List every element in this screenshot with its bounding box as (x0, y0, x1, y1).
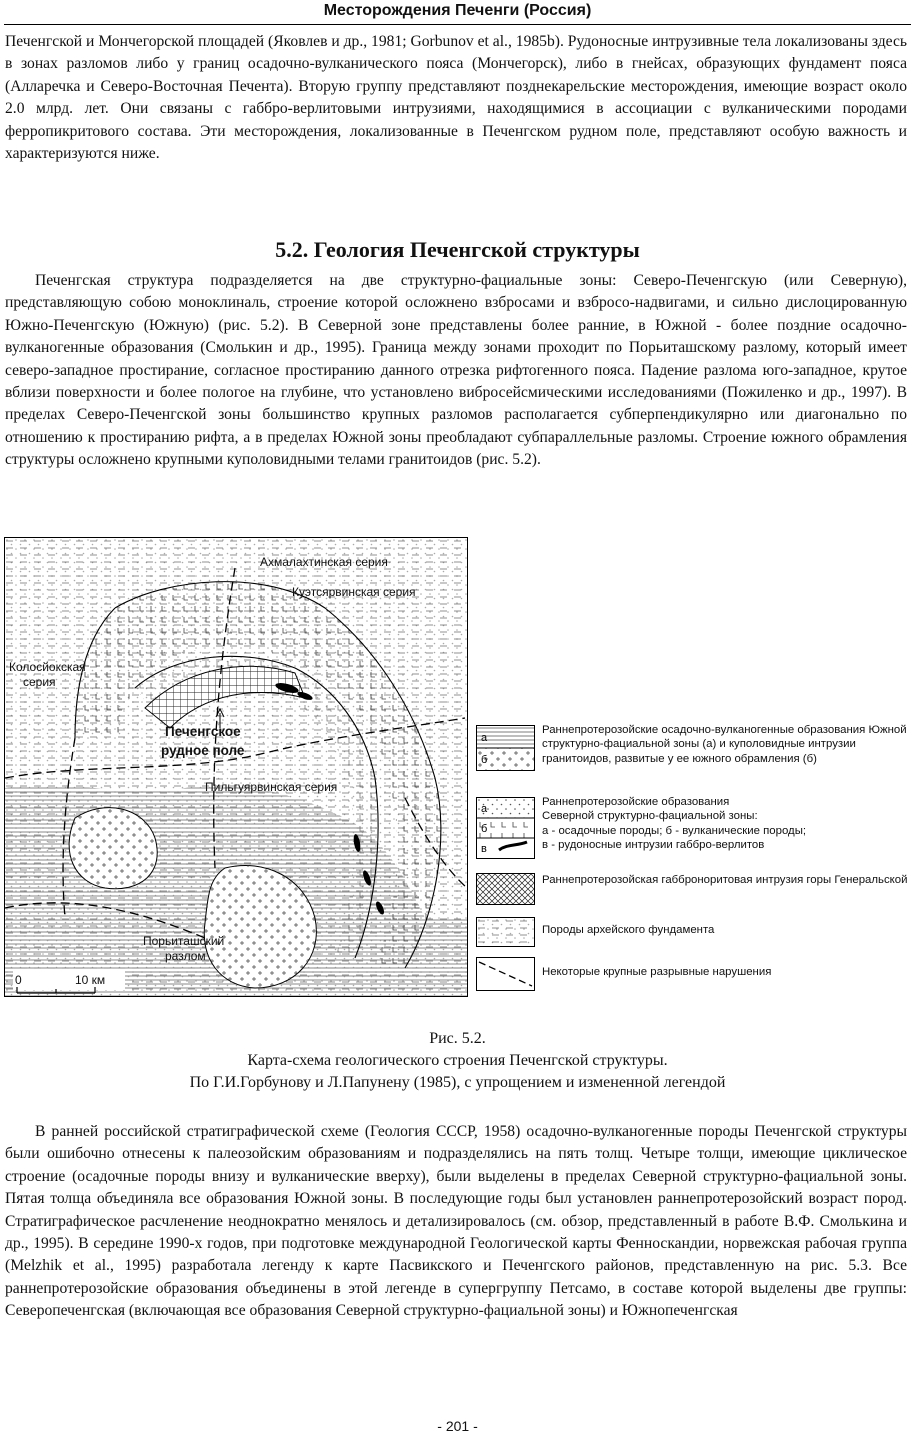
label-poritash-1: Порьиташский (143, 934, 225, 948)
legend-text-north-1: Раннепротерозойские образования (542, 796, 730, 808)
geologic-map (4, 537, 468, 997)
legend-symbol-archean (476, 917, 535, 947)
scale-bar (13, 970, 125, 993)
paragraph-structure: Печенгская структура подразделяется на две структурно-фациальные зоны: Северо-Печенгскую (или Северную), представляющую собою моноклиналь, строение которой осложнено взбросами и взбросо-надвигами, и сильно дислоцированную Южно-Печенгскую (Южную) (рис. 5.2). В Северной зоне представлены более ранние, в Южной - более поздние осадочно-вулканогенные образования (Смолькин и др., 1995). Граница между зонами проходит по Порьиташскому разлому, который имеет северо-западное простирание, согласное простиранию данного отрезка рифтогенного пояса. Падение разлома юго-западное, крутое вблизи поверхности и более пологое на глубине, что установлено вибросейсмическими исследованиями (Пожиленко и др., 1997). В пределах Северо-Печенгской зоны большинство крупных разломов располагается субперпендикулярно или диагонально по отношению к простиранию рифта, а в пределах Южной зоны преобладают субпараллельные разломы. Строение южного обрамления структуры осложнено крупными куполовидными телами гранитоидов (рис. 5.2). (5, 272, 907, 469)
section-title: 5.2. Геология Печенгской структуры (275, 237, 640, 262)
svg-text:а: а (481, 732, 488, 744)
legend-text-archean: Породы архейского фундамента (542, 924, 715, 936)
label-pilguyarvi: Пильгуярвинская серия (205, 780, 338, 794)
legend-item-south-zone (476, 723, 912, 785)
paragraph-intro: Печенгской и Мончегорской площадей (Яковлев и др., 1981; Gorbunov et al., 1985b). Рудоносные интрузивные тела локализованы здесь в зонах разломов либо у границ осадочно-вулканического пояса (Мончегорск), либо в гнейсах, образующих фундамент пояса (Алларечка и Северо-Восточная Печента). Вторую группу представляют позднекарельские месторождения, имеющие возраст около 2.0 млрд. лет. Они связаны с габбро-верлитовыми интрузиями, находящимися в ассоциации с вулканическими породами ферропикритового состава. Эти месторождения, локализованные в Печенгском рудном поле, представляют особую важность и характеризуются ниже. (5, 33, 907, 163)
legend-text-north-2: Северной структурно-фациальной зоны: (542, 810, 758, 823)
legend-item-faults (476, 957, 912, 991)
svg-text:в: в (481, 843, 487, 855)
label-poritash-2: разлом (165, 949, 206, 963)
running-header: Месторождения Печенги (Россия) (323, 2, 592, 19)
legend-item-archean (476, 917, 912, 947)
svg-text:б: б (481, 754, 488, 766)
svg-text:0: 0 (15, 973, 22, 987)
svg-text:а: а (481, 803, 488, 815)
legend-text-faults: Некоторые крупные разрывные нарушения (542, 966, 772, 978)
legend-text-north-zone (542, 795, 912, 853)
legend-text-north-3: а - осадочные породы; б - вулканические породы; (542, 824, 807, 837)
figure-caption (0, 1028, 915, 1094)
paragraph-stratigraphy: В ранней российской стратиграфической схеме (Геология СССР, 1958) осадочно-вулканогенные породы Печенгской структуры были ошибочно отнесены к палеозойским образованиям и подразделялись на пять толщ. Четыре толщи, имеющие циклическое строение (осадочные породы внизу и вулканические вверху), были выделены в пределах Северной структурно-фациальной зоны. Пятая толща объединяла все образования Южной зоны. В последующие годы был установлен раннепротерозойский возраст пород. Стратиграфическое расчленение неоднократно менялось и детализировалось (см. обзор, представленный в работе В.Ф. Смолькина и др., 1995). В середине 1990-х годов, при подготовке международной Геологической карты Фенноскандии, норвежская рабочая группа (Melzhik et al., 1995) разработала легенду к карте Пасвикского и Печенгского районов, представленную на рис. 5.3. Все раннепротерозойские образования объединены в этой легенде в супергруппу Петсамо, в составе которой выделены две группы: Северопеченгская (включающая все образования Северной структурно-фациальной зоны) и Южнопеченгская (5, 1123, 907, 1320)
legend-symbol-gabbronorite (476, 873, 535, 905)
legend-item-gabbronorite (476, 871, 912, 907)
legend-symbol-south-zone (476, 725, 535, 771)
page-number: - 201 - (437, 1418, 478, 1434)
caption-figure-number: Рис. 5.2. (429, 1030, 486, 1047)
legend-symbol-faults (476, 957, 535, 991)
legend-text-north-4: в - рудоносные интрузии габбро-верлитов (542, 839, 765, 852)
label-kuetsyarvi: Куэтсярвинская серия (292, 585, 416, 599)
legend-item-north-zone (476, 795, 912, 861)
label-kolosyoki-1: Колосйокская (9, 660, 86, 674)
header-rule (4, 24, 911, 25)
legend-symbol-north-zone (476, 797, 535, 859)
svg-text:10 км: 10 км (75, 973, 106, 987)
label-kolosyoki-2: серия (23, 675, 56, 689)
caption-source: По Г.И.Горбунову и Л.Папунену (1985), с упрощением и измененной легендой (189, 1074, 726, 1091)
svg-text:б: б (481, 823, 488, 835)
caption-title: Карта-схема геологического строения Печенгской структуры. (247, 1052, 668, 1069)
legend-text-south-zone: Раннепротерозойские осадочно-вулканогенные образования Южной структурно-фациальной зоны (а) и куполовидные интрузии гранитоидов, развитые у ее южного обрамления (б) (542, 724, 907, 765)
legend-text-gabbronorite: Раннепротерозойская габброноритовая интрузия горы Генеральской (542, 874, 908, 886)
label-akhmalakhti: Ахмалахтинская серия (260, 555, 388, 569)
label-ore-field-1: Печенгское (165, 724, 241, 739)
label-ore-field-2: рудное поле (161, 743, 245, 758)
